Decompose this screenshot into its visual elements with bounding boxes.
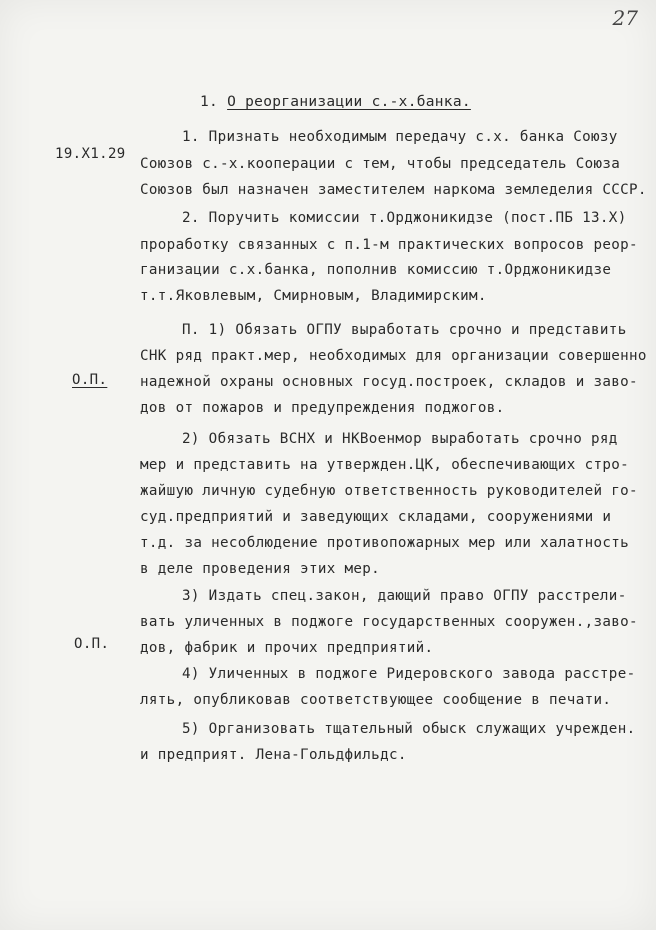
- text-line: лять, опубликовав соответствующее сообщение в печати.: [140, 692, 612, 708]
- text-line: дов, фабрик и прочих предприятий.: [140, 640, 434, 656]
- text-line: Союзов был назначен заместителем наркома земледелия СССР.: [140, 182, 647, 198]
- text-line: т.т.Яковлевым, Смирновым, Владимирским.: [140, 288, 487, 304]
- text-line: 5) Организовать тщательный обыск служащих учрежден.: [182, 721, 636, 737]
- text-line: надежной охраны основных госуд.построек, складов и заво-: [140, 374, 638, 390]
- text-line: жайшую личную судебную ответственность руководителей го-: [140, 483, 638, 499]
- text-line: П. 1) Обязать ОГПУ выработать срочно и представить: [182, 322, 627, 338]
- text-line: ганизации с.х.банка, пополнив комиссию т.Орджоникидзе: [140, 262, 612, 278]
- text-line: вать уличенных в поджоге государственных сооружен.,заво-: [140, 614, 638, 630]
- text-line: и предприят. Лена-Гольдфильдс.: [140, 747, 407, 763]
- margin-date: 19.Х1.29: [55, 146, 126, 162]
- text-line: 2. Поручить комиссии т.Орджоникидзе (пост.ПБ 13.Х): [182, 210, 627, 226]
- text-line: суд.предприятий и заведующих складами, сооружениями и: [140, 509, 612, 525]
- text-line: СНК ряд практ.мер, необходимых для организации совершенно: [140, 348, 647, 364]
- margin-note-op-1: О.П.: [72, 372, 108, 388]
- section-title: [200, 94, 471, 110]
- text-line: т.д. за несоблюдение противопожарных мер или халатность: [140, 535, 630, 551]
- section-number: 1.: [200, 94, 219, 110]
- text-line: дов от пожаров и предупреждения поджогов.: [140, 400, 505, 416]
- text-line: мер и представить на утвержден.ЦК, обеспечивающих стро-: [140, 457, 630, 473]
- text-line: проработку связанных с п.1-м практических вопросов реор-: [140, 237, 638, 253]
- text-line: 2) Обязать ВСНХ и НКВоенмор выработать срочно ряд: [182, 431, 618, 447]
- text-line: 4) Уличенных в поджоге Ридеровского завода расстре-: [182, 666, 636, 682]
- page-number: 27: [612, 6, 638, 30]
- text-line: 3) Издать спец.закон, дающий право ОГПУ расстрели-: [182, 588, 627, 604]
- text-line: в деле проведения этих мер.: [140, 561, 381, 577]
- margin-note-op-2: О.П.: [74, 636, 110, 652]
- text-line: 1. Признать необходимым передачу с.х. банка Союзу: [182, 129, 618, 145]
- section-title-text: О реорганизации с.-х.банка.: [227, 94, 471, 110]
- text-line: Союзов с.-х.кооперации с тем, чтобы председатель Союза: [140, 156, 621, 172]
